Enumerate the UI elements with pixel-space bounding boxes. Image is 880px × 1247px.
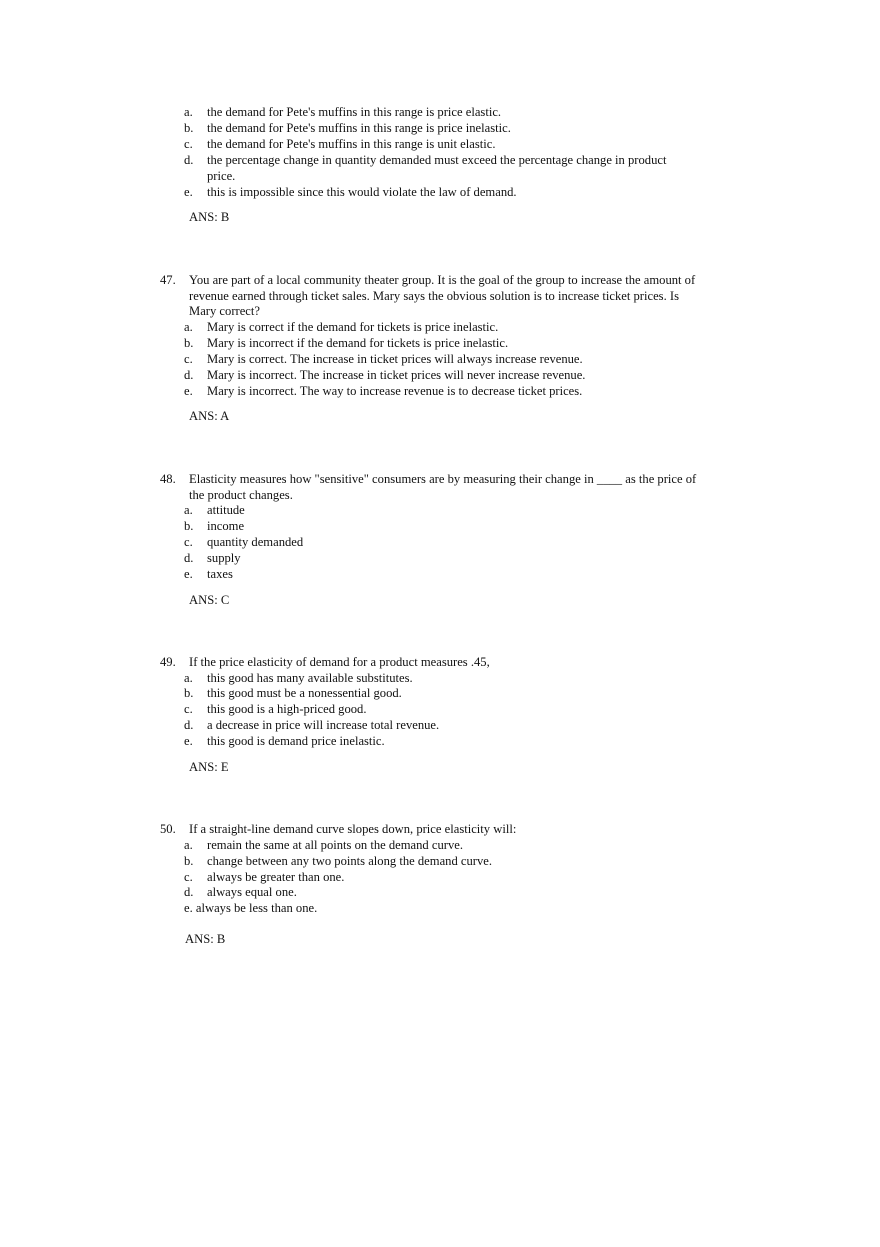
option-letter: b. — [184, 854, 194, 868]
option-text: the percentage change in quantity demanded must exceed the percentage change in product — [207, 153, 667, 167]
answer-key: ANS: B — [189, 210, 230, 224]
option-text: Mary is correct. The increase in ticket prices will always increase revenue. — [207, 352, 583, 366]
option-text: the demand for Pete's muffins in this range is price inelastic. — [207, 121, 511, 135]
option-letter: a. — [184, 503, 193, 517]
option-text: this good is demand price inelastic. — [207, 734, 385, 748]
option-letter: d. — [184, 153, 194, 167]
option-text: this good is a high-priced good. — [207, 702, 367, 716]
answer-key: ANS: C — [189, 593, 230, 607]
option-text: Mary is correct if the demand for tickets is price inelastic. — [207, 320, 499, 334]
question-text: Mary correct? — [189, 304, 260, 318]
question-text: If the price elasticity of demand for a product measures .45, — [189, 655, 490, 669]
option-text: this is impossible since this would violate the law of demand. — [207, 185, 517, 199]
option-text-plain: e. always be less than one. — [184, 901, 318, 915]
question-text: the product changes. — [189, 488, 293, 502]
option-letter: d. — [184, 551, 194, 565]
option-letter: d. — [184, 718, 194, 732]
question-number: 48. — [160, 472, 176, 486]
option-letter: e. — [184, 567, 193, 581]
question-text: If a straight-line demand curve slopes down, price elasticity will: — [189, 822, 517, 836]
answer-key: ANS: E — [189, 760, 229, 774]
option-letter: b. — [184, 121, 194, 135]
option-text: a decrease in price will increase total revenue. — [207, 718, 440, 732]
option-letter: c. — [184, 352, 193, 366]
option-letter: b. — [184, 519, 194, 533]
question-text: revenue earned through ticket sales. Mary says the obvious solution is to increase ticket prices. Is — [189, 289, 679, 303]
answer-key: ANS: A — [189, 409, 230, 423]
question-text: Elasticity measures how "sensitive" consumers are by measuring their change in ____ as the price of — [189, 472, 697, 486]
option-text: income — [207, 519, 245, 533]
answer-key: ANS: B — [185, 932, 226, 946]
option-text: this good must be a nonessential good. — [207, 686, 402, 700]
option-text: the demand for Pete's muffins in this range is unit elastic. — [207, 137, 496, 151]
option-letter: d. — [184, 368, 194, 382]
option-text: attitude — [207, 503, 245, 517]
option-text: this good has many available substitutes. — [207, 671, 413, 685]
option-letter: c. — [184, 137, 193, 151]
option-letter: e. — [184, 734, 193, 748]
option-letter: a. — [184, 838, 193, 852]
option-letter: e. — [184, 185, 193, 199]
question-number: 47. — [160, 273, 176, 287]
option-text: supply — [207, 551, 241, 565]
option-text: always be greater than one. — [207, 870, 345, 884]
option-text: Mary is incorrect. The increase in ticket prices will never increase revenue. — [207, 368, 586, 382]
option-text: the demand for Pete's muffins in this range is price elastic. — [207, 105, 502, 119]
option-letter: a. — [184, 671, 193, 685]
option-text: remain the same at all points on the demand curve. — [207, 838, 463, 852]
option-text: always equal one. — [207, 885, 297, 899]
option-text: Mary is incorrect if the demand for tickets is price inelastic. — [207, 336, 509, 350]
option-letter: b. — [184, 336, 194, 350]
option-text: taxes — [207, 567, 233, 581]
option-text: Mary is incorrect. The way to increase revenue is to decrease ticket prices. — [207, 384, 583, 398]
question-number: 49. — [160, 655, 176, 669]
option-text-continued: price. — [207, 169, 236, 183]
option-letter: a. — [184, 320, 193, 334]
option-letter: e. — [184, 384, 193, 398]
question-number: 50. — [160, 822, 176, 836]
option-letter: c. — [184, 535, 193, 549]
option-letter: a. — [184, 105, 193, 119]
option-letter: c. — [184, 870, 193, 884]
option-text: quantity demanded — [207, 535, 304, 549]
option-letter: d. — [184, 885, 194, 899]
option-letter: b. — [184, 686, 194, 700]
question-text: You are part of a local community theater group. It is the goal of the group to increase the amount of — [189, 273, 696, 287]
option-text: change between any two points along the demand curve. — [207, 854, 493, 868]
option-letter: c. — [184, 702, 193, 716]
